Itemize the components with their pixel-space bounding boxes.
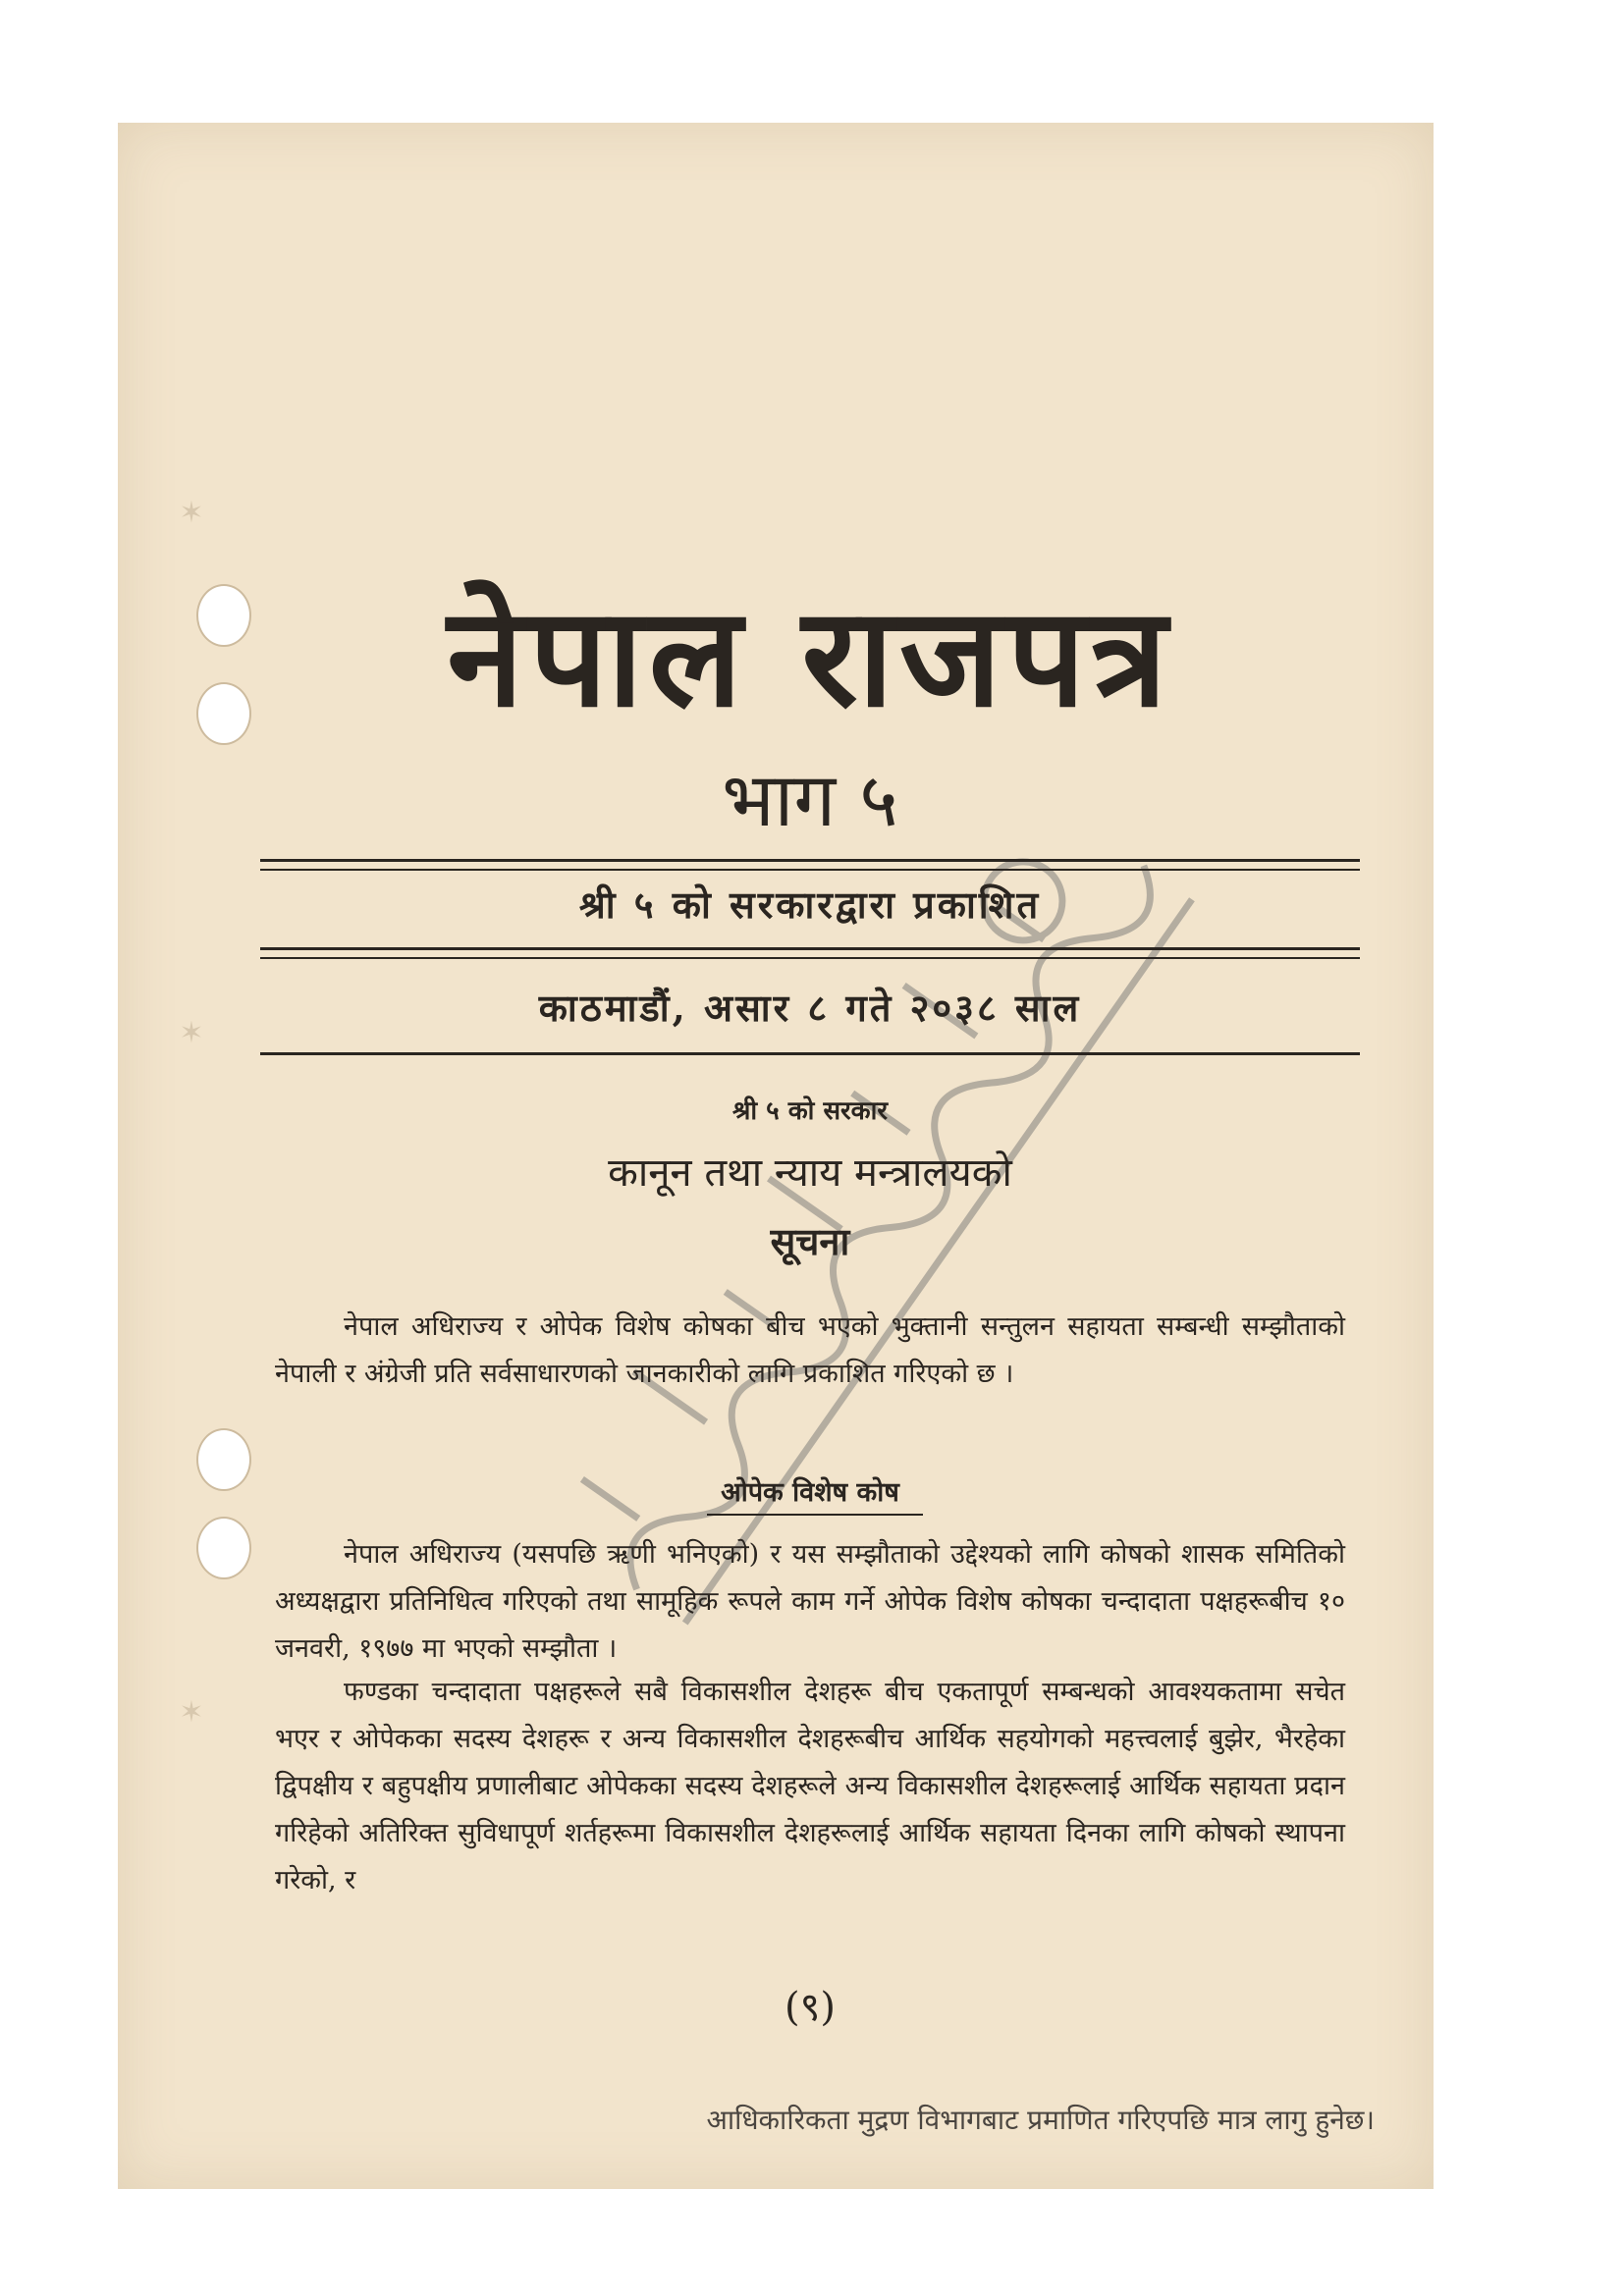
- divider: [260, 957, 1360, 959]
- punch-hole: [196, 682, 251, 745]
- divider: [260, 947, 1360, 950]
- dateline: काठमाडौं, असार ८ गते २०३८ साल: [538, 986, 1082, 1030]
- subheading-underline: [707, 1514, 923, 1516]
- gazette-masthead: नेपाल राजपत्र: [447, 577, 1173, 738]
- divider: [260, 1052, 1360, 1055]
- ministry-heading: कानून तथा न्याय मन्त्रालयको: [608, 1150, 1012, 1196]
- tear-mark-icon: ✶: [179, 1016, 204, 1050]
- punch-hole: [196, 1517, 251, 1579]
- punch-hole: [196, 1428, 251, 1491]
- section-subheading: ओपेक विशेष कोष: [721, 1477, 899, 1508]
- government-heading: श्री ५ को सरकार: [731, 1096, 889, 1126]
- notice-title: सूचना: [770, 1219, 850, 1263]
- part-number: भाग ५: [722, 756, 898, 843]
- page-number: (९): [784, 1985, 836, 2030]
- paragraph: नेपाल अधिराज्य र ओपेक विशेष कोषका बीच भएको भुक्तानी सन्तुलन सहायता सम्बन्धी सम्झौताको नेपाली र अंग्रेजी प्रति सर्वसाधारणको जानकारीको लागि प्रकाशित गरिएको छ ।: [275, 1311, 1345, 1389]
- divider: [260, 859, 1360, 862]
- tear-mark-icon: ✶: [179, 1695, 204, 1730]
- paragraph: फण्डका चन्दादाता पक्षहरूले सबै विकासशील देशहरू बीच एकतापूर्ण सम्बन्धको आवश्यकतामा सचेत भएर र ओपेकका सदस्य देशहरू र अन्य विकासशील देशहरूबीच आर्थिक सहयोगको महत्त्वलाई बुझेर, भैरहेका द्विपक्षीय र बहुपक्षीय प्रणालीबाट ओपेकका सदस्य देशहरूले अन्य विकासशील देशहरूलाई आर्थिक सहायता प्रदान गरिहेको अतिरिक्त सुविधापूर्ण शर्तहरूमा विकासशील देशहरूलाई आर्थिक सहायता दिनका लागि कोषको स्थापना गरेको, र: [275, 1677, 1345, 1896]
- publisher-line: श्री ५ को सरकारद्वारा प्रकाशित: [578, 882, 1042, 927]
- tear-mark-icon: ✶: [179, 496, 204, 530]
- punch-hole: [196, 584, 251, 647]
- authenticity-footer: आधिकारिकता मुद्रण विभागबाट प्रमाणित गरिएपछि मात्र लागु हुनेछ।: [706, 2104, 1375, 2136]
- divider: [260, 869, 1360, 871]
- paragraph: नेपाल अधिराज्य (यसपछि ऋणी भनिएको) र यस सम्झौताको उद्देश्यको लागि कोषको शासक समितिको अध्यक्षद्वारा प्रतिनिधित्व गरिएको तथा सामूहिक रूपले काम गर्ने ओपेक विशेष कोषका चन्दादाता पक्षहरूबीच १० जनवरी, १९७७ मा भएको सम्झौता ।: [275, 1539, 1345, 1664]
